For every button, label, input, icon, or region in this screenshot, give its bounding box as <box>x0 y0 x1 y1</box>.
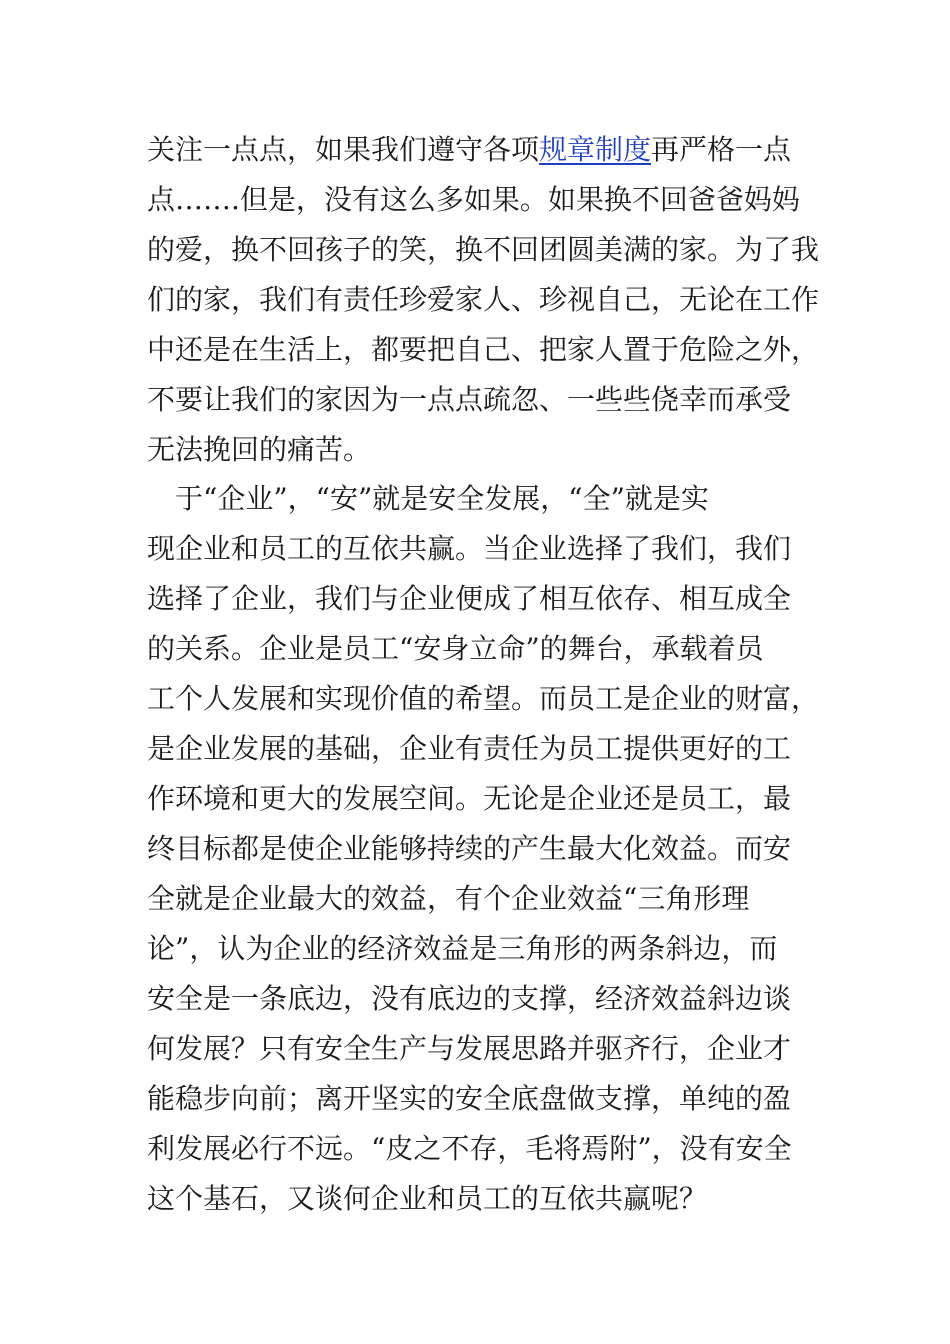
paragraph-family-safety <box>147 125 827 475</box>
text-line: 能稳步向前；离开坚实的安全底盘做支撑，单纯的盈 <box>147 1082 792 1115</box>
text-line: 中还是在生活上，都要把自己、把家人置于危险之外， <box>147 333 820 366</box>
text-line <box>147 125 827 175</box>
text-line: 于“企业”，“安”就是安全发展，“全”就是实 <box>147 482 709 515</box>
paragraph-enterprise-safety <box>147 474 827 1224</box>
text-line: 作环境和更大的发展空间。无论是企业还是员工，最 <box>147 782 792 815</box>
text-line: 们的家，我们有责任珍爱家人、珍视自己，无论在工作 <box>147 283 820 316</box>
text-line: 无法挽回的痛苦。 <box>147 433 372 466</box>
text-line: 不要让我们的家因为一点点疏忽、一些些侥幸而承受 <box>147 383 792 416</box>
text-line: 利发展必行不远。“皮之不存，毛将焉附”，没有安全 <box>147 1132 792 1165</box>
text-line: 点…….但是，没有这么多如果。如果换不回爸爸妈妈 <box>147 183 800 216</box>
text-line: 是企业发展的基础，企业有责任为员工提供更好的工 <box>147 732 792 765</box>
text-line: 论”，认为企业的经济效益是三角形的两条斜边，而 <box>147 932 778 965</box>
rules-regulations-link[interactable]: 规章制度 <box>539 133 652 166</box>
text-line: 选择了企业，我们与企业便成了相互依存、相互成全 <box>147 582 792 615</box>
text-line: 全就是企业最大的效益，有个企业效益“三角形理 <box>147 882 750 915</box>
text-line: 何发展？只有安全生产与发展思路并驱齐行，企业才 <box>147 1032 792 1065</box>
text-line: 的关系。企业是员工“安身立命”的舞台，承载着员 <box>147 632 764 665</box>
text-run: 关注一点点，如果我们遵守各项 <box>147 133 540 166</box>
text-line: 现企业和员工的互依共赢。当企业选择了我们，我们 <box>147 532 792 565</box>
text-line: 这个基石，又谈何企业和员工的互依共赢呢？ <box>147 1182 708 1215</box>
text-line: 安全是一条底边，没有底边的支撑，经济效益斜边谈 <box>147 982 792 1015</box>
text-line: 工个人发展和实现价值的希望。而员工是企业的财富， <box>147 682 820 715</box>
text-line: 终目标都是使企业能够持续的产生最大化效益。而安 <box>147 832 792 865</box>
text-run: 再严格一点 <box>651 133 792 166</box>
text-line: 的爱，换不回孩子的笑，换不回团圆美满的家。为了我 <box>147 233 820 266</box>
